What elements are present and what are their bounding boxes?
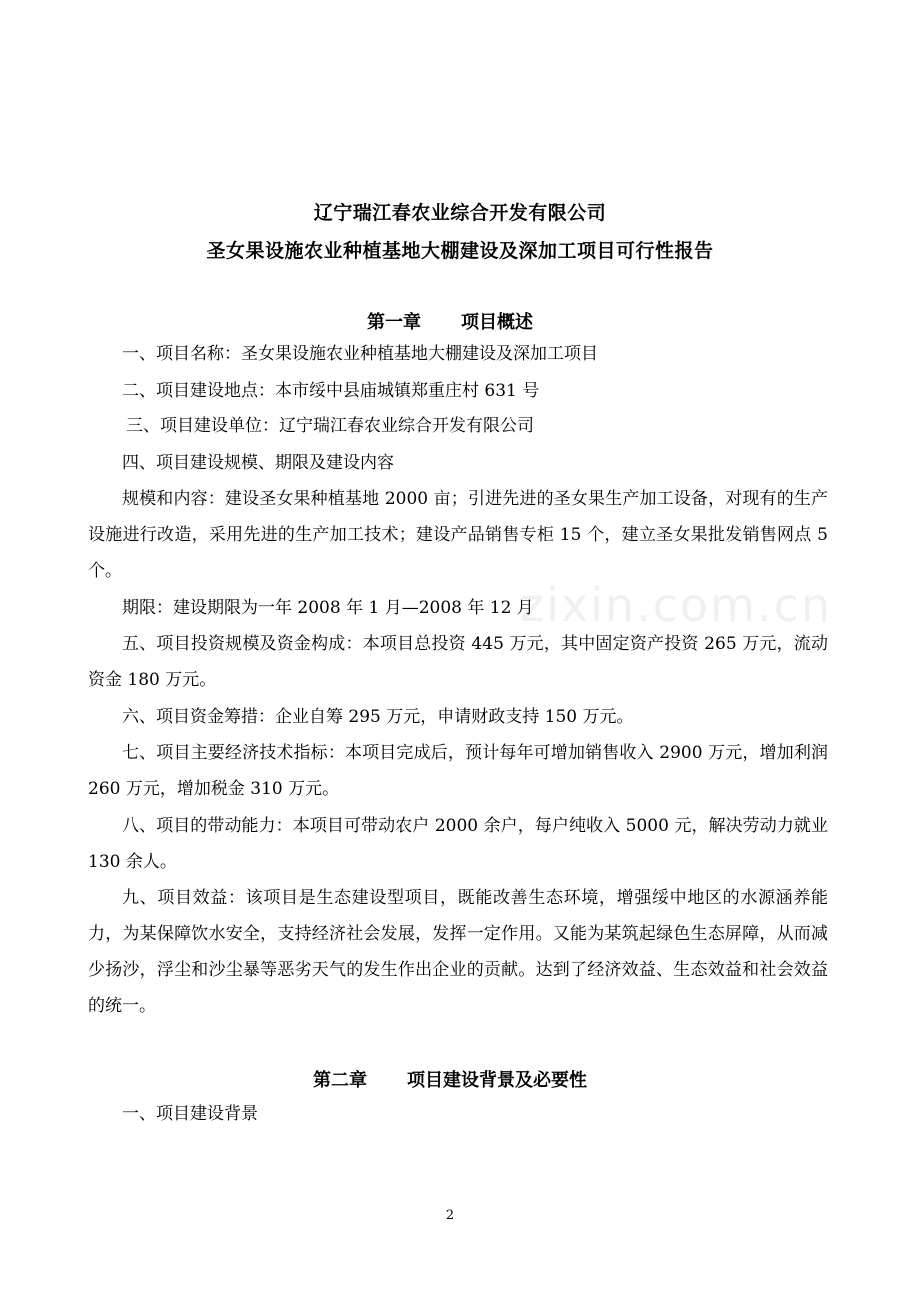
- chapter-2-heading: [0, 1066, 900, 1092]
- chapter-2-number: 第二章: [313, 1070, 367, 1091]
- company-title: 辽宁瑞江春农业综合开发有限公司: [313, 202, 607, 224]
- item-project-location: 二、项目建设地点：本市绥中县庙城镇郑重庄村 631 号: [122, 381, 540, 401]
- item-project-unit: 三、项目建设单位：辽宁瑞江春农业综合开发有限公司: [126, 416, 534, 436]
- watermark: zixin.com.cn: [520, 578, 833, 632]
- paragraph-investment: 五、项目投资规模及资金构成：本项目总投资 445 万元，其中固定资产投资 265 万元，流动资金 180 万元。: [88, 634, 828, 690]
- item-period: 期限：建设期限为一年 2008 年 1 月—2008 年 12 月: [122, 598, 534, 618]
- paragraph-scale-content: 规模和内容：建设圣女果种植基地 2000 亩；引进先进的圣女果生产加工设备，对现有的生产设施进行改造，采用先进的生产加工技术；建设产品销售专柜 15 个，建立圣女果批发销售网点 5 个。: [88, 489, 828, 581]
- item-funding: 六、项目资金筹措：企业自筹 295 万元，申请财政支持 150 万元。: [122, 707, 634, 727]
- paragraph-indicators: 七、项目主要经济技术指标：本项目完成后，预计每年可增加销售收入 2900 万元，增加利润 260 万元，增加税金 310 万元。: [88, 743, 828, 799]
- chapter-1-number: 第一章: [367, 312, 421, 333]
- chapter-2-title: 项目建设背景及必要性: [407, 1070, 587, 1091]
- report-title: 圣女果设施农业种植基地大棚建设及深加工项目可行性报告: [206, 240, 714, 262]
- paragraph-driving: 八、项目的带动能力：本项目可带动农户 2000 余户，每户纯收入 5000 元，解决劳动力就业 130 余人。: [88, 816, 828, 872]
- chapter-1-heading: [0, 308, 900, 334]
- item-scale-heading: 四、项目建设规模、期限及建设内容: [122, 453, 394, 473]
- item-project-name: 一、项目名称：圣女果设施农业种植基地大棚建设及深加工项目: [122, 344, 598, 364]
- page-number: 2: [445, 1208, 455, 1223]
- item-background: 一、项目建设背景: [122, 1104, 258, 1124]
- paragraph-benefits: 九、项目效益：该项目是生态建设型项目，既能改善生态环境，增强绥中地区的水源涵养能力，为某保障饮水安全，支持经济社会发展，发挥一定作用。又能为某筑起绿色生态屏障，从而减少扬沙，浮尘和沙尘暴等恶劣天气的发生作出企业的贡献。达到了经济效益、生态效益和社会效益的统一。: [88, 888, 828, 1016]
- chapter-1-title: 项目概述: [461, 312, 533, 333]
